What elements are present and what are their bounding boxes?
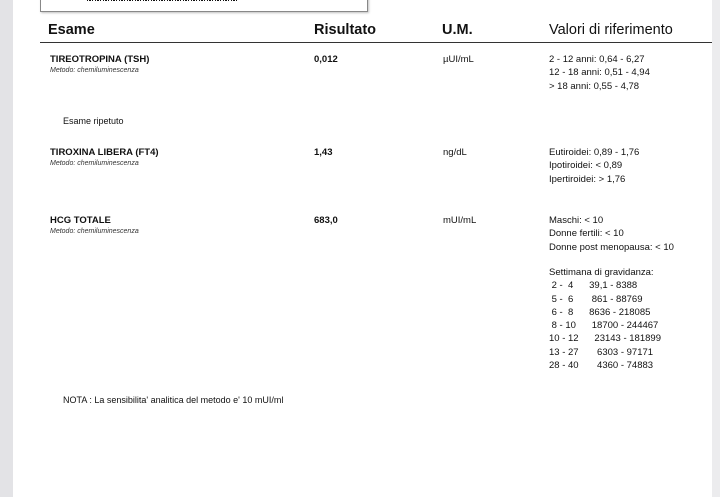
pregnancy-row: 13 - 27 6303 - 97171 (549, 346, 654, 358)
repeat-note: Esame ripetuto (63, 116, 124, 126)
test-method: Metodo: chemiluminescenza (50, 160, 139, 167)
test-unit: µUI/mL (443, 54, 474, 65)
pregnancy-row: 2 - 4 39,1 - 8388 (549, 280, 638, 292)
header-rule (40, 42, 712, 43)
reference-values (549, 53, 650, 93)
pregnancy-row: 8 - 10 18700 - 244467 (549, 320, 659, 332)
page-right-edge (712, 0, 720, 497)
reference-line: Maschi: < 10 (549, 215, 604, 226)
test-result: 1,43 (314, 147, 333, 158)
test-unit: ng/dL (443, 147, 467, 158)
header-risultato: Risultato (314, 22, 377, 38)
test-method: Metodo: chemiluminescenza (50, 228, 139, 235)
pregnancy-row: 6 - 8 8636 - 218085 (549, 306, 651, 318)
reference-values (549, 214, 674, 254)
pregnancy-row: 5 - 6 861 - 88769 (549, 293, 643, 305)
test-result: 683,0 (314, 215, 338, 226)
reference-line: Eutiroidei: 0,89 - 1,76 (549, 147, 640, 158)
reference-line: Ipotiroidei: < 0,89 (549, 160, 623, 172)
test-name: TIROXINA LIBERA (FT4) (50, 147, 159, 158)
page-left-edge (0, 0, 13, 497)
reference-line: 2 - 12 anni: 0,64 - 6,27 (549, 54, 645, 65)
test-name: HCG TOTALE (50, 215, 111, 226)
test-result: 0,012 (314, 54, 338, 65)
footer-note: NOTA : La sensibilita' analitica del metodo e' 10 mUI/ml (63, 395, 284, 405)
reference-line: Donne post menopausa: < 10 (549, 241, 674, 253)
header-esame: Esame (48, 22, 95, 38)
pregnancy-title: Settimana di gravidanza: (549, 267, 654, 278)
reference-line: > 18 anni: 0,55 - 4,78 (549, 80, 640, 92)
test-method: Metodo: chemiluminescenza (50, 67, 139, 74)
sample-label (40, 0, 368, 12)
barcode (87, 0, 237, 1)
test-name: TIREOTROPINA (TSH) (50, 54, 150, 65)
reference-values (549, 146, 639, 186)
test-unit: mUI/mL (443, 215, 477, 226)
reference-line: 12 - 18 anni: 0,51 - 4,94 (549, 67, 650, 79)
pregnancy-row: 10 - 12 23143 - 181899 (549, 333, 661, 345)
pregnancy-row: 28 - 40 4360 - 74883 (549, 360, 654, 372)
reference-line: Ipertiroidei: > 1,76 (549, 173, 626, 185)
pregnancy-reference-table (549, 266, 661, 372)
header-valori: Valori di riferimento (549, 22, 673, 38)
header-um: U.M. (442, 22, 473, 38)
reference-line: Donne fertili: < 10 (549, 228, 624, 240)
